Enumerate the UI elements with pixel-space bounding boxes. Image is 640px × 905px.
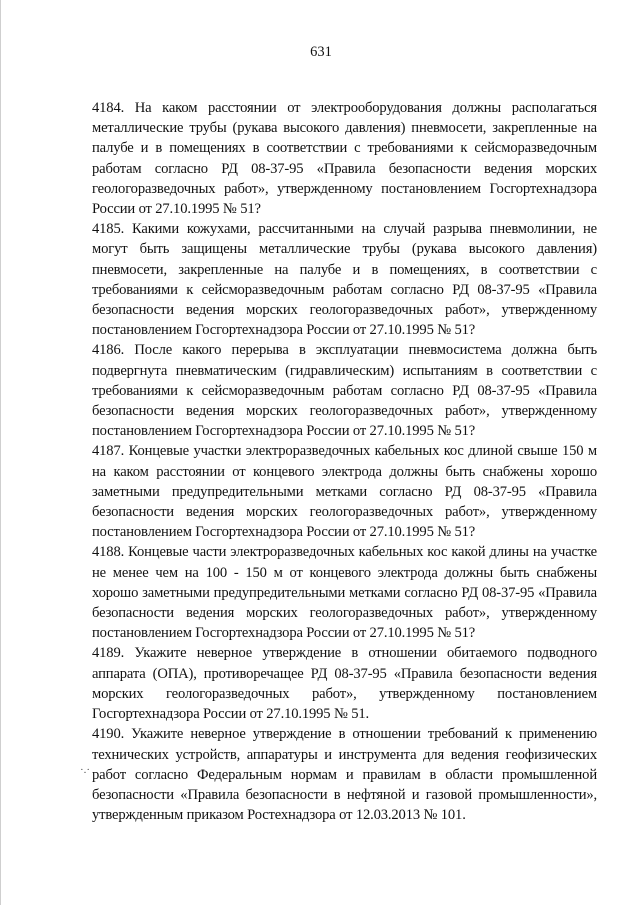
page-number: 631 — [310, 44, 332, 60]
question-4189: 4189. Укажите неверное утверждение в отношении обитаемого подводного аппарата (ОПА), противоречащее РД 08-37-95 «Правила безопасности ведения морских геологоразведочных работ», утвержденному постановлением Госгортехнадзора России от 27.10.1995 № 51. — [92, 645, 597, 723]
question-4184: 4184. На каком расстоянии от электрооборудования должны располагаться металлические трубы (рукава высокого давления) пневмосети, закрепленные на палубе и в помещениях в соответствии с требованиями к сейсморазведочным работам согласно РД 08-37-95 «Правила безопасности ведения морских геологоразведочных работ», утвержденному постановлением Госгортехнадзора России от 27.10.1995 № 51? — [92, 100, 597, 218]
question-4190: 4190. Укажите неверное утверждение в отношении требований к применению технических устройств, аппаратуры и инструмента для ведения геофизических работ согласно Федеральным нормам и правилам в области промышленной безопасности «Правила безопасности в нефтяной и газовой промышленности», утвержденным приказом Ростехнадзора от 12.03.2013 № 101. — [92, 726, 597, 824]
question-4188: 4188. Концевые части электроразведочных кабельных кос какой длины на участке не менее чем на 100 - 150 м от концевого электрода должны быть снабжены хорошо заметными предупредительными метками согласно РД 08-37-95 «Правила безопасности ведения морских геологоразведочных работ», утвержденному постановлением Госгортехнадзора России от 27.10.1995 № 51? — [92, 544, 597, 642]
questions-list — [92, 98, 597, 825]
question-4185: 4185. Какими кожухами, рассчитанными на случай разрыва пневмолинии, не могут быть защищены металлические трубы (рукава высокого давления) пневмосети, закрепленные на палубе и в помещениях, в соответствии с требованиями к сейсморазведочным работам согласно РД 08-37-95 «Правила безопасности ведения морских геологоразведочных работ», утвержденному постановлением Госгортехнадзора России от 27.10.1995 № 51? — [92, 221, 597, 339]
scan-artifact-mark: ·.· — [80, 764, 91, 776]
question-4187: 4187. Концевые участки электроразведочных кабельных кос длиной свыше 150 м на каком расстоянии от концевого электрода должны быть снабжены хорошо заметными предупредительными метками согласно РД 08-37-95 «Правила безопасности ведения морских геологоразведочных работ», утвержденному постановлением Госгортехнадзора России от 27.10.1995 № 51? — [92, 443, 597, 541]
question-4186: 4186. После какого перерыва в эксплуатации пневмосистема должна быть подвергнута пневматическим (гидравлическим) испытаниям в соответствии с требованиями к сейсморазведочным работам согласно РД 08-37-95 «Правила безопасности ведения морских геологоразведочных работ», утвержденному постановлением Госгортехнадзора России от 27.10.1995 № 51? — [92, 342, 597, 440]
